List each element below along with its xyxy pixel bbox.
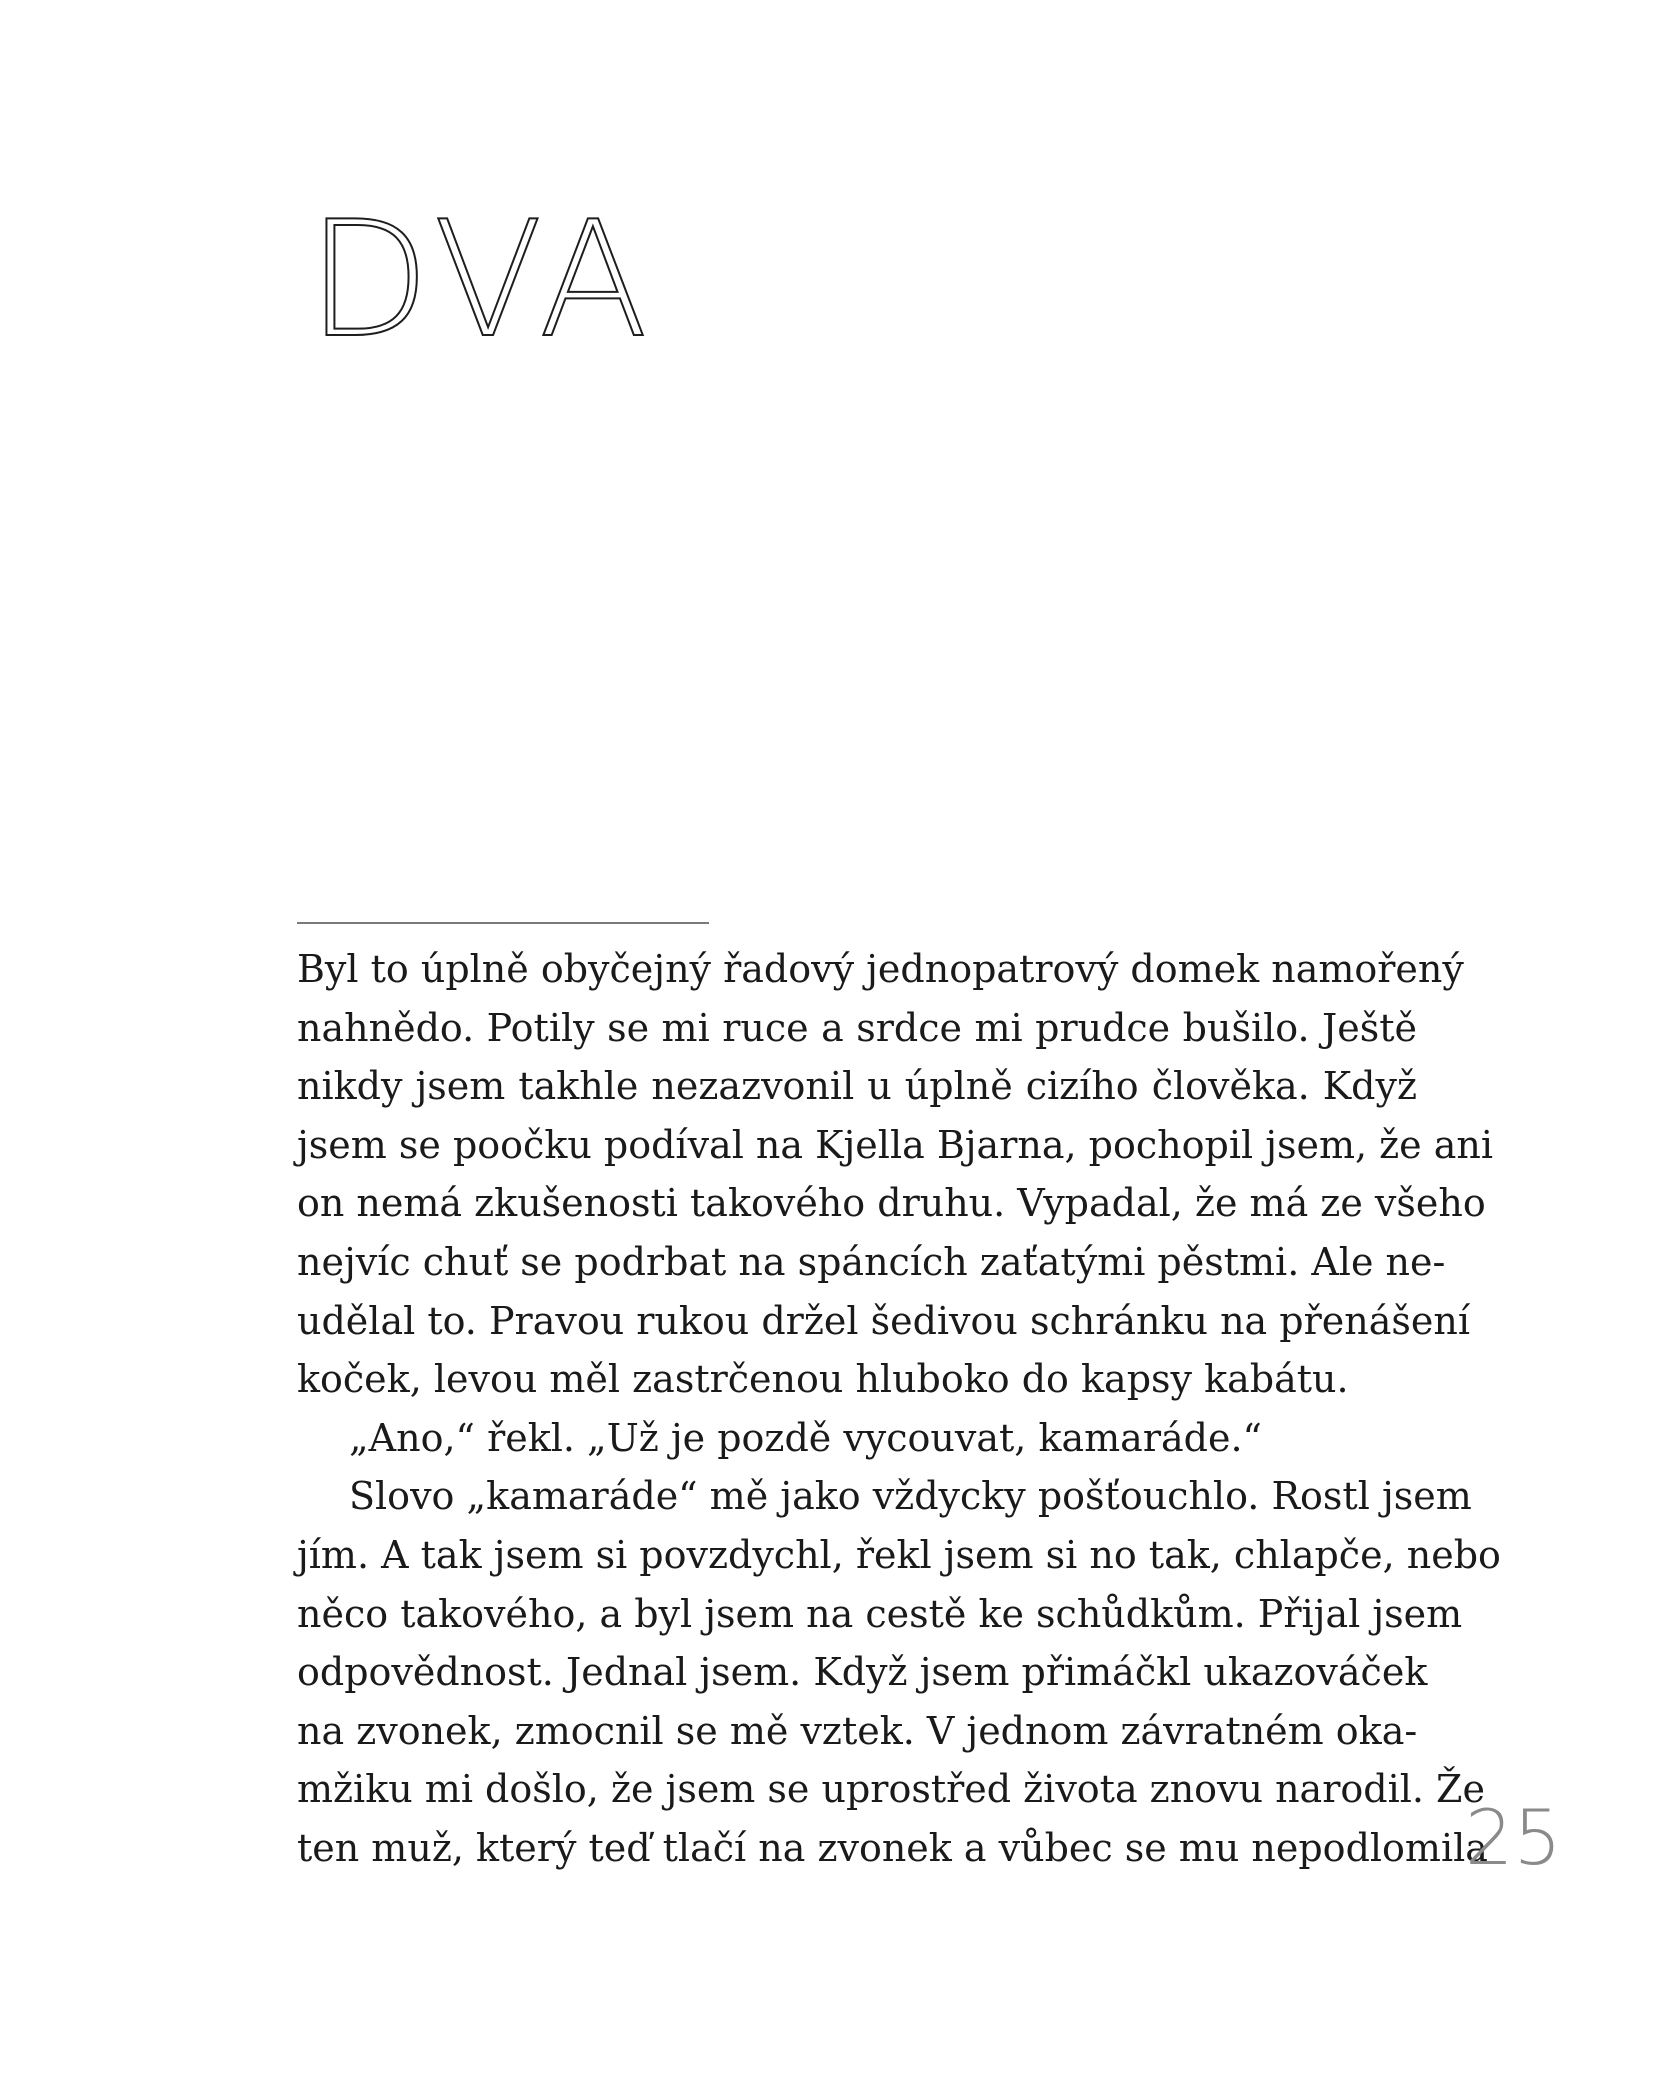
text-line: koček, levou měl zastrčenou hluboko do kapsy kabátu.	[297, 1357, 1349, 1402]
text-line: něco takového, a byl jsem na cestě ke schůdkům. Přijal jsem	[297, 1591, 1463, 1636]
page-number: 25	[1465, 1793, 1562, 1882]
text-line: mžiku mi došlo, že jsem se uprostřed života znovu narodil. Že	[297, 1767, 1485, 1812]
text-line: nahnědo. Potily se mi ruce a srdce mi prudce bušilo. Ještě	[297, 1005, 1417, 1050]
text-line: nejvíc chuť se podrbat na spáncích zaťatými pěstmi. Ale ne-	[297, 1239, 1446, 1284]
text-line: Byl to úplně obyčejný řadový jednopatrový domek namořený	[297, 947, 1464, 991]
text-line: nikdy jsem takhle nezazvonil u úplně cizího člověka. Když	[297, 1064, 1417, 1109]
text-line: na zvonek, zmocnil se mě vztek. V jednom závratném oka-	[297, 1708, 1418, 1753]
chapter-title: DVA	[307, 186, 655, 373]
text-line: jsem se poočku podíval na Kjella Bjarna, pochopil jsem, že ani	[297, 1122, 1494, 1167]
body-text	[297, 940, 1501, 1878]
text-line: Slovo „kamaráde“ mě jako vždycky pošťouchlo. Rostl jsem	[349, 1474, 1472, 1519]
text-line: ten muž, který teď tlačí na zvonek a vůbec se mu nepodlomila	[297, 1825, 1488, 1870]
text-line: odpovědnost. Jednal jsem. Když jsem přimáčkl ukazováček	[297, 1650, 1428, 1695]
text-line: jím. A tak jsem si povzdychl, řekl jsem si no tak, chlapče, nebo	[297, 1532, 1501, 1577]
text-line: „Ano,“ řekl. „Už je pozdě vycouvat, kamaráde.“	[349, 1415, 1262, 1460]
text-line: udělal to. Pravou rukou držel šedivou schránku na přenášení	[297, 1298, 1471, 1343]
section-rule	[297, 922, 709, 924]
text-line: on nemá zkušenosti takového druhu. Vypadal, že má ze všeho	[297, 1181, 1486, 1226]
